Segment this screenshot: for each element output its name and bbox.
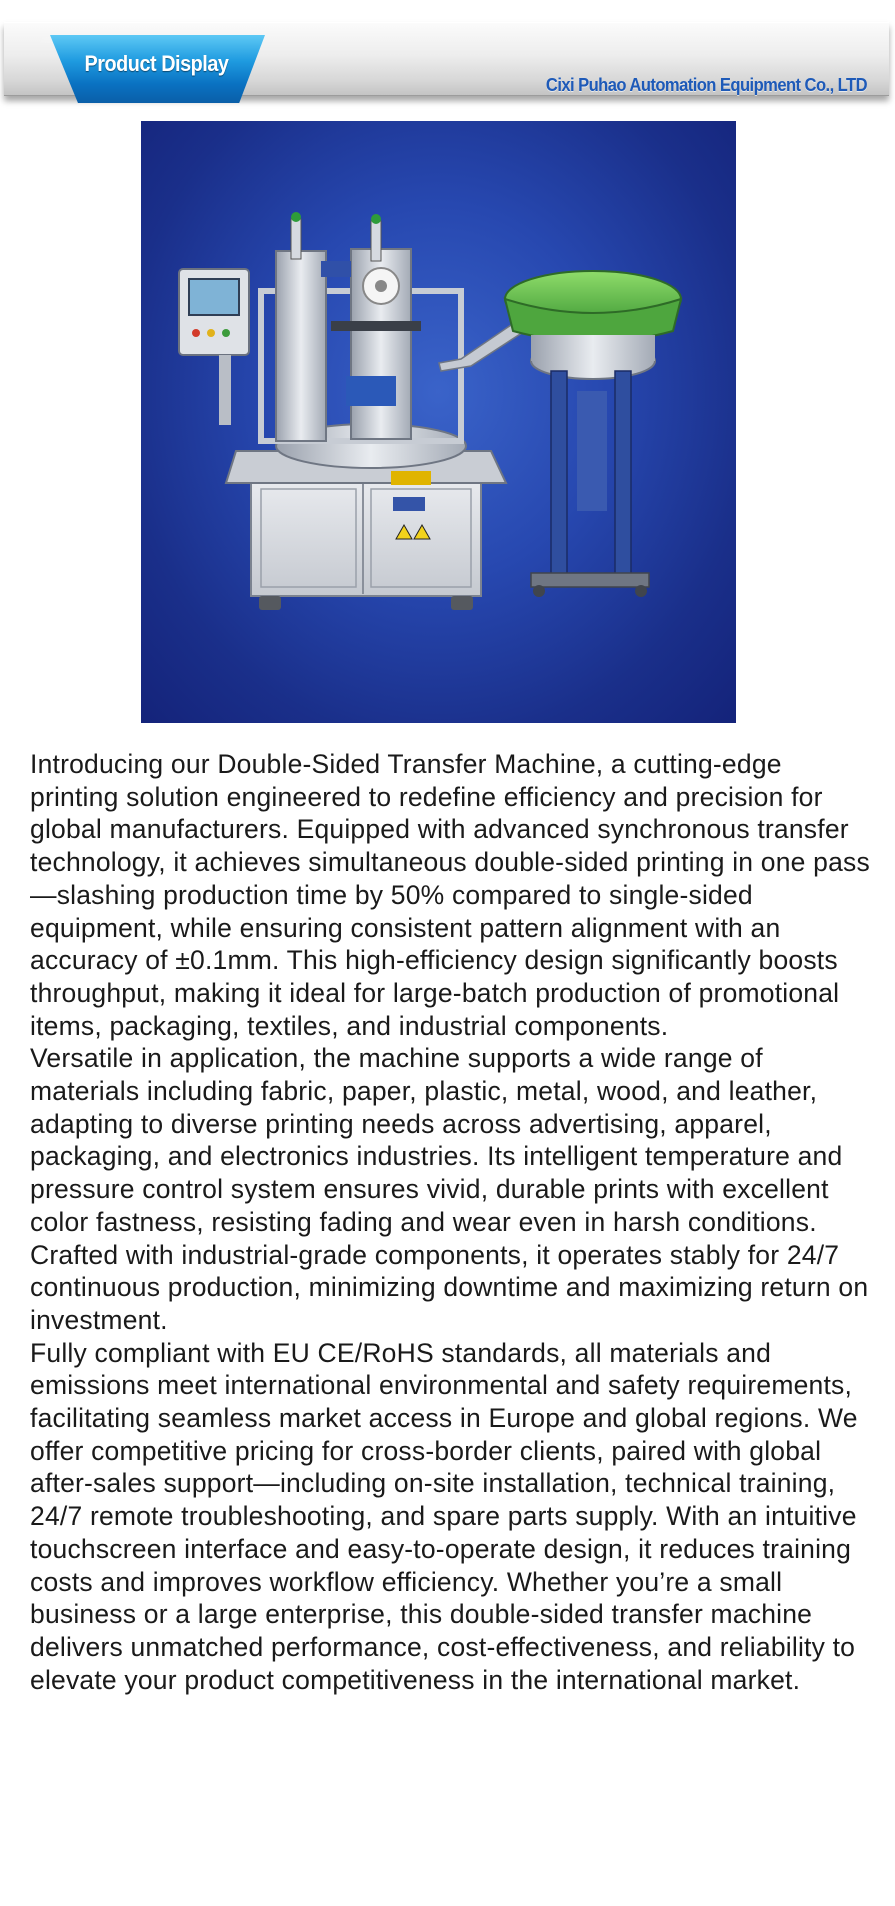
company-name: Cixi Puhao Automation Equipment Co., LTD — [545, 75, 867, 95]
header-banner — [4, 22, 889, 96]
tab-label: Product Display — [84, 51, 229, 76]
machine-illustration — [141, 121, 736, 723]
paragraph-3: Fully compliant with EU CE/RoHS standards, all materials and emissions meet international environmental and safety requirements, facilitating seamless market access in Europe and global regions. We offer competitive pricing for cross-border clients, paired with global after-sales support—including on-site installation, technical training, 24/7 remote troubleshooting, and spare parts supply. With an intuitive touchscreen interface and easy-to-operate design, it reduces training costs and improves workflow efficiency. Whether you’re a small business or a large enterprise, this double-sided transfer machine delivers unmatched performance, cost-effectiveness, and reliability to elevate your product competitiveness in the international market. — [30, 1337, 858, 1695]
paragraph-1: Introducing our Double-Sided Transfer Machine, a cutting-edge printing solution engineered to redefine efficiency and precision for global manufacturers. Equipped with advanced synchronous transfer technology, it achieves simultaneous double-sided printing in one pass—slashing production time by 50% compared to single-sided equipment, while ensuring consistent pattern alignment with an accuracy of ±0.1mm. This high-efficiency design significantly boosts throughput, making it ideal for large-batch production of promotional items, packaging, textiles, and industrial components. — [30, 749, 870, 1041]
product-photo — [141, 121, 736, 723]
product-description — [30, 748, 870, 1696]
paragraph-2: Versatile in application, the machine supports a wide range of materials including fabric, paper, plastic, metal, wood, and leather, adapting to diverse printing needs across advertising, apparel, packaging, and electronics industries. Its intelligent temperature and pressure control system ensures vivid, durable prints with excellent color fastness, resisting fading and wear even in harsh conditions. Crafted with industrial-grade components, it operates stably for 24/7 continuous production, minimizing downtime and maximizing return on investment. — [30, 1043, 869, 1335]
